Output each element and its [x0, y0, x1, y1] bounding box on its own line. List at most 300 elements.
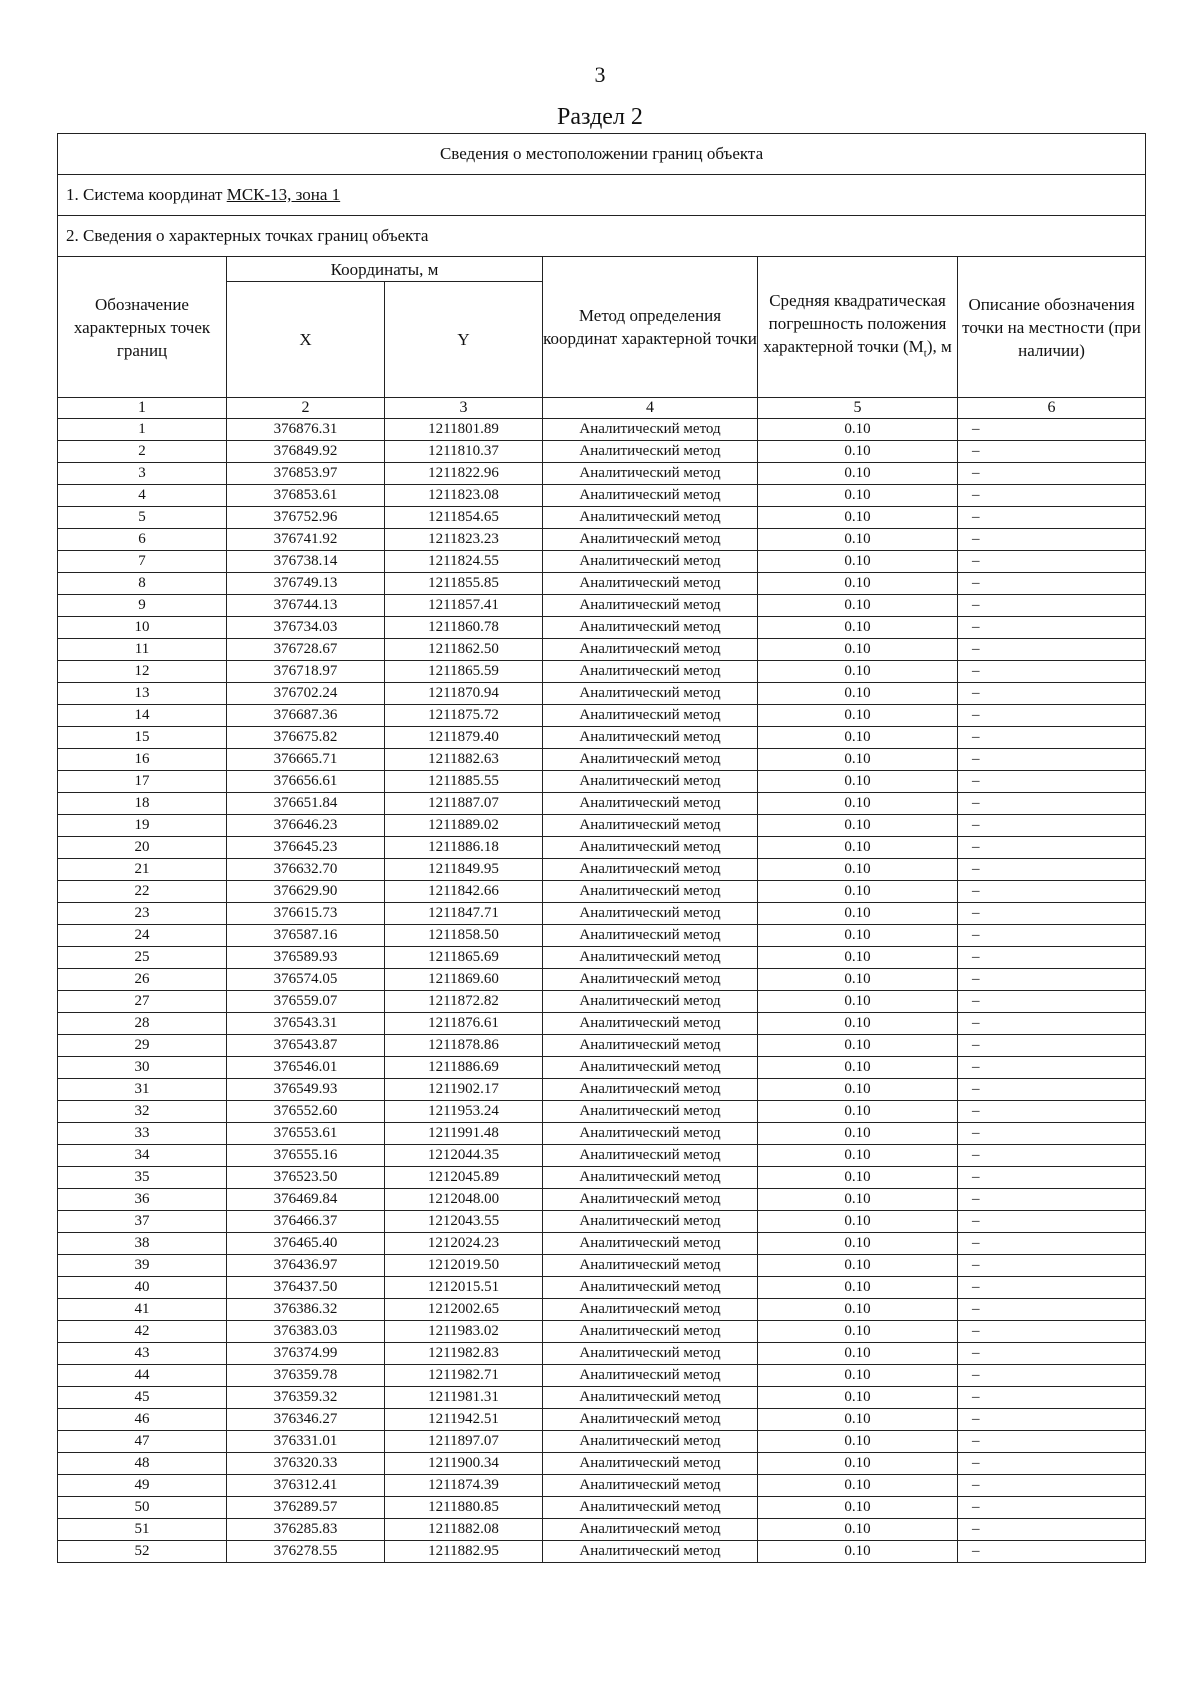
- table-row: [58, 1167, 1146, 1189]
- method-cell: Аналитический метод: [543, 727, 758, 749]
- method-cell: Аналитический метод: [543, 463, 758, 485]
- description-cell: –: [958, 771, 1146, 793]
- table-row: [58, 749, 1146, 771]
- y-coordinate-cell: 1211823.08: [385, 485, 543, 507]
- point-number-cell: 39: [58, 1255, 227, 1277]
- description-cell: –: [958, 1365, 1146, 1387]
- point-number-cell: 19: [58, 815, 227, 837]
- table-row: [58, 1277, 1146, 1299]
- method-cell: Аналитический метод: [543, 441, 758, 463]
- y-coordinate-cell: 1211887.07: [385, 793, 543, 815]
- accuracy-cell: 0.10: [758, 749, 958, 771]
- method-cell: Аналитический метод: [543, 837, 758, 859]
- description-cell: –: [958, 881, 1146, 903]
- table-row: [58, 1255, 1146, 1277]
- description-cell: –: [958, 815, 1146, 837]
- y-coordinate-cell: 1211855.85: [385, 573, 543, 595]
- method-cell: Аналитический метод: [543, 507, 758, 529]
- table-row: [58, 727, 1146, 749]
- y-coordinate-cell: 1211885.55: [385, 771, 543, 793]
- y-coordinate-cell: 1211854.65: [385, 507, 543, 529]
- accuracy-cell: 0.10: [758, 1189, 958, 1211]
- description-cell: –: [958, 727, 1146, 749]
- accuracy-cell: 0.10: [758, 683, 958, 705]
- method-cell: Аналитический метод: [543, 1387, 758, 1409]
- x-coordinate-cell: 376738.14: [227, 551, 385, 573]
- header-accuracy-sub: t: [923, 347, 927, 360]
- y-coordinate-cell: 1211900.34: [385, 1453, 543, 1475]
- x-coordinate-cell: 376543.87: [227, 1035, 385, 1057]
- accuracy-cell: 0.10: [758, 441, 958, 463]
- x-coordinate-cell: 376629.90: [227, 881, 385, 903]
- table-row: [58, 1299, 1146, 1321]
- column-number: 3: [385, 398, 543, 419]
- method-cell: Аналитический метод: [543, 925, 758, 947]
- method-cell: Аналитический метод: [543, 1145, 758, 1167]
- point-number-cell: 40: [58, 1277, 227, 1299]
- x-coordinate-cell: 376466.37: [227, 1211, 385, 1233]
- method-cell: Аналитический метод: [543, 881, 758, 903]
- point-number-cell: 29: [58, 1035, 227, 1057]
- point-number-cell: 50: [58, 1497, 227, 1519]
- accuracy-cell: 0.10: [758, 419, 958, 441]
- x-coordinate-cell: 376543.31: [227, 1013, 385, 1035]
- y-coordinate-cell: 1211882.63: [385, 749, 543, 771]
- accuracy-cell: 0.10: [758, 1497, 958, 1519]
- x-coordinate-cell: 376589.93: [227, 947, 385, 969]
- x-coordinate-cell: 376645.23: [227, 837, 385, 859]
- y-coordinate-cell: 1211886.18: [385, 837, 543, 859]
- header-accuracy: [758, 257, 958, 398]
- column-number: 1: [58, 398, 227, 419]
- point-number-cell: 3: [58, 463, 227, 485]
- y-coordinate-cell: 1212015.51: [385, 1277, 543, 1299]
- description-cell: –: [958, 1123, 1146, 1145]
- x-coordinate-cell: 376687.36: [227, 705, 385, 727]
- y-coordinate-cell: 1211880.85: [385, 1497, 543, 1519]
- x-coordinate-cell: 376331.01: [227, 1431, 385, 1453]
- point-number-cell: 49: [58, 1475, 227, 1497]
- table-row: [58, 881, 1146, 903]
- header-coordinates: Координаты, м: [227, 257, 543, 282]
- y-coordinate-cell: 1211982.83: [385, 1343, 543, 1365]
- table-row: [58, 1233, 1146, 1255]
- description-cell: –: [958, 1233, 1146, 1255]
- description-cell: –: [958, 837, 1146, 859]
- y-coordinate-cell: 1211981.31: [385, 1387, 543, 1409]
- y-coordinate-cell: 1211983.02: [385, 1321, 543, 1343]
- x-coordinate-cell: 376289.57: [227, 1497, 385, 1519]
- accuracy-cell: 0.10: [758, 1211, 958, 1233]
- coordinate-system-row: [58, 175, 1146, 216]
- description-cell: –: [958, 1321, 1146, 1343]
- accuracy-cell: 0.10: [758, 1013, 958, 1035]
- method-cell: Аналитический метод: [543, 793, 758, 815]
- method-cell: Аналитический метод: [543, 1211, 758, 1233]
- boundary-table: [57, 133, 1146, 1563]
- accuracy-cell: 0.10: [758, 1079, 958, 1101]
- x-coordinate-cell: 376702.24: [227, 683, 385, 705]
- table-row: [58, 683, 1146, 705]
- point-number-cell: 4: [58, 485, 227, 507]
- accuracy-cell: 0.10: [758, 925, 958, 947]
- column-number: 5: [758, 398, 958, 419]
- y-coordinate-cell: 1211823.23: [385, 529, 543, 551]
- accuracy-cell: 0.10: [758, 1541, 958, 1563]
- point-number-cell: 41: [58, 1299, 227, 1321]
- point-number-cell: 26: [58, 969, 227, 991]
- y-coordinate-cell: 1212002.65: [385, 1299, 543, 1321]
- y-coordinate-cell: 1212043.55: [385, 1211, 543, 1233]
- method-cell: Аналитический метод: [543, 529, 758, 551]
- description-cell: –: [958, 507, 1146, 529]
- description-cell: –: [958, 573, 1146, 595]
- x-coordinate-cell: 376555.16: [227, 1145, 385, 1167]
- description-cell: –: [958, 529, 1146, 551]
- description-cell: –: [958, 1211, 1146, 1233]
- table-row: [58, 1189, 1146, 1211]
- method-cell: Аналитический метод: [543, 1453, 758, 1475]
- point-number-cell: 17: [58, 771, 227, 793]
- accuracy-cell: 0.10: [758, 947, 958, 969]
- point-number-cell: 37: [58, 1211, 227, 1233]
- method-cell: Аналитический метод: [543, 749, 758, 771]
- page-number: 3: [594, 62, 606, 87]
- x-coordinate-cell: 376436.97: [227, 1255, 385, 1277]
- header-point-label: Обозначение характерных точек границ: [58, 257, 227, 398]
- accuracy-cell: 0.10: [758, 815, 958, 837]
- accuracy-cell: 0.10: [758, 1123, 958, 1145]
- x-coordinate-cell: 376615.73: [227, 903, 385, 925]
- table-row: [58, 903, 1146, 925]
- description-cell: –: [958, 793, 1146, 815]
- description-cell: –: [958, 595, 1146, 617]
- accuracy-cell: 0.10: [758, 1409, 958, 1431]
- table-row: [58, 969, 1146, 991]
- x-coordinate-cell: 376523.50: [227, 1167, 385, 1189]
- accuracy-cell: 0.10: [758, 595, 958, 617]
- x-coordinate-cell: 376285.83: [227, 1519, 385, 1541]
- description-cell: –: [958, 925, 1146, 947]
- accuracy-cell: 0.10: [758, 1145, 958, 1167]
- y-coordinate-cell: 1211822.96: [385, 463, 543, 485]
- accuracy-cell: 0.10: [758, 485, 958, 507]
- method-cell: Аналитический метод: [543, 1035, 758, 1057]
- method-cell: Аналитический метод: [543, 1475, 758, 1497]
- table-row: [58, 815, 1146, 837]
- accuracy-cell: 0.10: [758, 1519, 958, 1541]
- description-cell: –: [958, 1167, 1146, 1189]
- method-cell: Аналитический метод: [543, 617, 758, 639]
- table-row: [58, 1057, 1146, 1079]
- x-coordinate-cell: 376632.70: [227, 859, 385, 881]
- accuracy-cell: 0.10: [758, 969, 958, 991]
- y-coordinate-cell: 1211858.50: [385, 925, 543, 947]
- x-coordinate-cell: 376465.40: [227, 1233, 385, 1255]
- method-cell: Аналитический метод: [543, 1167, 758, 1189]
- x-coordinate-cell: 376646.23: [227, 815, 385, 837]
- y-coordinate-cell: 1211862.50: [385, 639, 543, 661]
- point-number-cell: 28: [58, 1013, 227, 1035]
- x-coordinate-cell: 376853.61: [227, 485, 385, 507]
- x-coordinate-cell: 376656.61: [227, 771, 385, 793]
- table-row: [58, 1541, 1146, 1563]
- table-row: [58, 1475, 1146, 1497]
- x-coordinate-cell: 376359.32: [227, 1387, 385, 1409]
- x-coordinate-cell: 376549.93: [227, 1079, 385, 1101]
- table-row: [58, 551, 1146, 573]
- description-cell: –: [958, 1101, 1146, 1123]
- description-cell: –: [958, 1431, 1146, 1453]
- table-row: [58, 947, 1146, 969]
- x-coordinate-cell: 376853.97: [227, 463, 385, 485]
- accuracy-cell: 0.10: [758, 903, 958, 925]
- table-row: [58, 617, 1146, 639]
- table-row: [58, 529, 1146, 551]
- method-cell: Аналитический метод: [543, 969, 758, 991]
- method-cell: Аналитический метод: [543, 1343, 758, 1365]
- x-coordinate-cell: 376876.31: [227, 419, 385, 441]
- description-cell: –: [958, 1145, 1146, 1167]
- table-row: [58, 1321, 1146, 1343]
- y-coordinate-cell: 1211860.78: [385, 617, 543, 639]
- accuracy-cell: 0.10: [758, 1057, 958, 1079]
- accuracy-cell: 0.10: [758, 1233, 958, 1255]
- method-cell: Аналитический метод: [543, 485, 758, 507]
- x-coordinate-cell: 376574.05: [227, 969, 385, 991]
- accuracy-cell: 0.10: [758, 1343, 958, 1365]
- method-cell: Аналитический метод: [543, 1519, 758, 1541]
- point-number-cell: 45: [58, 1387, 227, 1409]
- description-cell: –: [958, 1013, 1146, 1035]
- method-cell: Аналитический метод: [543, 1409, 758, 1431]
- accuracy-cell: 0.10: [758, 1387, 958, 1409]
- x-coordinate-cell: 376320.33: [227, 1453, 385, 1475]
- table-row: [58, 595, 1146, 617]
- accuracy-cell: 0.10: [758, 1277, 958, 1299]
- table-row: [58, 1343, 1146, 1365]
- method-cell: Аналитический метод: [543, 551, 758, 573]
- description-cell: –: [958, 1541, 1146, 1563]
- point-number-cell: 6: [58, 529, 227, 551]
- x-coordinate-cell: 376546.01: [227, 1057, 385, 1079]
- point-number-cell: 23: [58, 903, 227, 925]
- accuracy-cell: 0.10: [758, 1255, 958, 1277]
- x-coordinate-cell: 376741.92: [227, 529, 385, 551]
- point-number-cell: 38: [58, 1233, 227, 1255]
- point-number-cell: 21: [58, 859, 227, 881]
- method-cell: Аналитический метод: [543, 705, 758, 727]
- point-number-cell: 51: [58, 1519, 227, 1541]
- y-coordinate-cell: 1211865.59: [385, 661, 543, 683]
- x-coordinate-cell: 376718.97: [227, 661, 385, 683]
- x-coordinate-cell: 376437.50: [227, 1277, 385, 1299]
- description-cell: –: [958, 1057, 1146, 1079]
- method-cell: Аналитический метод: [543, 1365, 758, 1387]
- method-cell: Аналитический метод: [543, 1541, 758, 1563]
- column-number: 4: [543, 398, 758, 419]
- method-cell: Аналитический метод: [543, 1101, 758, 1123]
- table-row: [58, 639, 1146, 661]
- point-number-cell: 12: [58, 661, 227, 683]
- point-number-cell: 43: [58, 1343, 227, 1365]
- x-coordinate-cell: 376346.27: [227, 1409, 385, 1431]
- point-number-cell: 18: [58, 793, 227, 815]
- description-cell: –: [958, 485, 1146, 507]
- method-cell: Аналитический метод: [543, 815, 758, 837]
- point-number-cell: 31: [58, 1079, 227, 1101]
- description-cell: –: [958, 859, 1146, 881]
- method-cell: Аналитический метод: [543, 1277, 758, 1299]
- x-coordinate-cell: 376744.13: [227, 595, 385, 617]
- table-row: [58, 419, 1146, 441]
- point-rows: [58, 419, 1146, 1563]
- accuracy-cell: 0.10: [758, 727, 958, 749]
- table-row: [58, 507, 1146, 529]
- section-title: Раздел 2: [557, 104, 643, 130]
- point-number-cell: 47: [58, 1431, 227, 1453]
- x-coordinate-cell: 376675.82: [227, 727, 385, 749]
- y-coordinate-cell: 1212044.35: [385, 1145, 543, 1167]
- y-coordinate-cell: 1212019.50: [385, 1255, 543, 1277]
- x-coordinate-cell: 376728.67: [227, 639, 385, 661]
- description-cell: –: [958, 991, 1146, 1013]
- accuracy-cell: 0.10: [758, 573, 958, 595]
- description-cell: –: [958, 1035, 1146, 1057]
- point-number-cell: 35: [58, 1167, 227, 1189]
- method-cell: Аналитический метод: [543, 1189, 758, 1211]
- point-number-cell: 7: [58, 551, 227, 573]
- x-coordinate-cell: 376752.96: [227, 507, 385, 529]
- y-coordinate-cell: 1211865.69: [385, 947, 543, 969]
- x-coordinate-cell: 376278.55: [227, 1541, 385, 1563]
- accuracy-cell: 0.10: [758, 1167, 958, 1189]
- description-cell: –: [958, 1299, 1146, 1321]
- description-cell: –: [958, 1387, 1146, 1409]
- description-cell: –: [958, 1277, 1146, 1299]
- table-row: [58, 463, 1146, 485]
- description-cell: –: [958, 419, 1146, 441]
- method-cell: Аналитический метод: [543, 947, 758, 969]
- y-coordinate-cell: 1211882.08: [385, 1519, 543, 1541]
- accuracy-cell: 0.10: [758, 639, 958, 661]
- y-coordinate-cell: 1211824.55: [385, 551, 543, 573]
- table-row: [58, 1387, 1146, 1409]
- description-cell: –: [958, 1519, 1146, 1541]
- table-row: [58, 661, 1146, 683]
- method-cell: Аналитический метод: [543, 903, 758, 925]
- point-number-cell: 33: [58, 1123, 227, 1145]
- y-coordinate-cell: 1211801.89: [385, 419, 543, 441]
- table-row: [58, 1519, 1146, 1541]
- accuracy-cell: 0.10: [758, 507, 958, 529]
- header-accuracy-text: Средняя квадратическая погрешность положения характерной точки (M: [763, 290, 947, 356]
- y-coordinate-cell: 1211982.71: [385, 1365, 543, 1387]
- point-number-cell: 11: [58, 639, 227, 661]
- point-number-cell: 44: [58, 1365, 227, 1387]
- method-cell: Аналитический метод: [543, 419, 758, 441]
- object-boundaries-heading: Сведения о местоположении границ объекта: [58, 134, 1146, 175]
- method-cell: Аналитический метод: [543, 1497, 758, 1519]
- y-coordinate-cell: 1211991.48: [385, 1123, 543, 1145]
- point-number-cell: 10: [58, 617, 227, 639]
- x-coordinate-cell: 376374.99: [227, 1343, 385, 1365]
- x-coordinate-cell: 376383.03: [227, 1321, 385, 1343]
- y-coordinate-cell: 1212045.89: [385, 1167, 543, 1189]
- y-coordinate-cell: 1211953.24: [385, 1101, 543, 1123]
- description-cell: –: [958, 463, 1146, 485]
- x-coordinate-cell: 376559.07: [227, 991, 385, 1013]
- accuracy-cell: 0.10: [758, 837, 958, 859]
- method-cell: Аналитический метод: [543, 1255, 758, 1277]
- coordinate-system-value: МСК-13, зона 1: [226, 185, 341, 204]
- method-cell: Аналитический метод: [543, 639, 758, 661]
- description-cell: –: [958, 661, 1146, 683]
- column-number-row: [58, 398, 1146, 419]
- table-row: [58, 1497, 1146, 1519]
- y-coordinate-cell: 1211847.71: [385, 903, 543, 925]
- accuracy-cell: 0.10: [758, 1299, 958, 1321]
- table-row: [58, 1145, 1146, 1167]
- y-coordinate-cell: 1211849.95: [385, 859, 543, 881]
- method-cell: Аналитический метод: [543, 1013, 758, 1035]
- y-coordinate-cell: 1211902.17: [385, 1079, 543, 1101]
- description-cell: –: [958, 1409, 1146, 1431]
- table-row: [58, 1079, 1146, 1101]
- accuracy-cell: 0.10: [758, 1475, 958, 1497]
- description-cell: –: [958, 441, 1146, 463]
- description-cell: –: [958, 903, 1146, 925]
- header-accuracy-tail: ), м: [926, 336, 952, 356]
- table-row: [58, 925, 1146, 947]
- point-number-cell: 5: [58, 507, 227, 529]
- method-cell: Аналитический метод: [543, 1299, 758, 1321]
- point-number-cell: 36: [58, 1189, 227, 1211]
- x-coordinate-cell: 376749.13: [227, 573, 385, 595]
- method-cell: Аналитический метод: [543, 1057, 758, 1079]
- header-description: Описание обозначения точки на местности (при наличии): [958, 257, 1146, 398]
- y-coordinate-cell: 1211857.41: [385, 595, 543, 617]
- table-row: [58, 573, 1146, 595]
- description-cell: –: [958, 1453, 1146, 1475]
- y-coordinate-cell: 1211870.94: [385, 683, 543, 705]
- table-row: [58, 1035, 1146, 1057]
- description-cell: –: [958, 1497, 1146, 1519]
- table-row: [58, 1453, 1146, 1475]
- point-number-cell: 52: [58, 1541, 227, 1563]
- boundary-document: [57, 133, 1145, 1563]
- method-cell: Аналитический метод: [543, 1321, 758, 1343]
- y-coordinate-cell: 1211810.37: [385, 441, 543, 463]
- description-cell: –: [958, 947, 1146, 969]
- table-row: [58, 793, 1146, 815]
- y-coordinate-cell: 1211879.40: [385, 727, 543, 749]
- accuracy-cell: 0.10: [758, 1365, 958, 1387]
- accuracy-cell: 0.10: [758, 859, 958, 881]
- description-cell: –: [958, 749, 1146, 771]
- x-coordinate-cell: 376587.16: [227, 925, 385, 947]
- point-number-cell: 46: [58, 1409, 227, 1431]
- y-coordinate-cell: 1211842.66: [385, 881, 543, 903]
- y-coordinate-cell: 1211869.60: [385, 969, 543, 991]
- accuracy-cell: 0.10: [758, 463, 958, 485]
- y-coordinate-cell: 1211882.95: [385, 1541, 543, 1563]
- method-cell: Аналитический метод: [543, 991, 758, 1013]
- table-row: [58, 1101, 1146, 1123]
- method-cell: Аналитический метод: [543, 573, 758, 595]
- description-cell: –: [958, 1189, 1146, 1211]
- accuracy-cell: 0.10: [758, 793, 958, 815]
